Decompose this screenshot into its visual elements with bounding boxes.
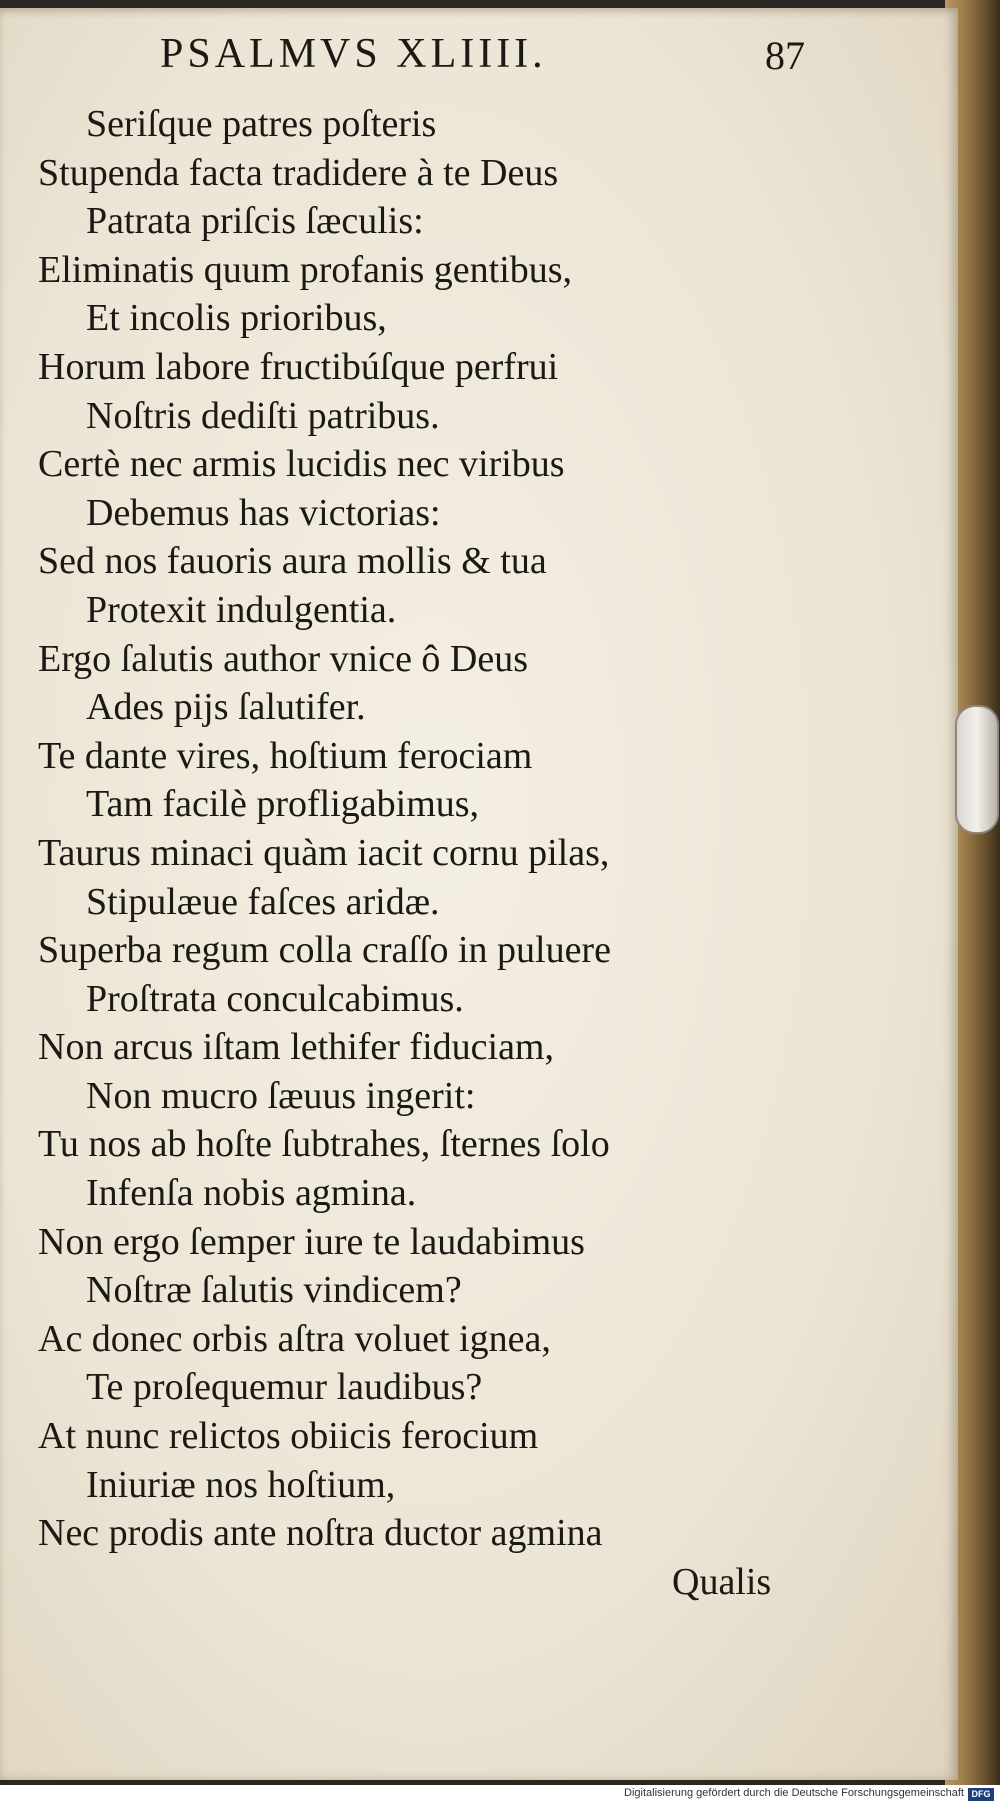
verse-line: Superba regum colla craſſo in puluere <box>38 929 611 972</box>
verse-line: Proſtrata conculcabimus. <box>86 977 464 1020</box>
verse-line: Patrata priſcis ſæculis: <box>86 200 424 243</box>
verse-line: Te proſequemur laudibus? <box>86 1366 483 1409</box>
verse-line: At nunc relictos obiicis ferocium <box>38 1415 539 1458</box>
verse-line: Iniuriæ nos hoſtium, <box>86 1463 396 1506</box>
verse-line: Protexit indulgentia. <box>86 588 397 631</box>
dfg-logo-icon: DFG <box>968 1788 994 1801</box>
verse-line: Sed nos fauoris aura mollis & tua <box>38 540 547 583</box>
verse-line: Ergo ſalutis author vnice ô Deus <box>38 637 529 680</box>
verse-line: Non ergo ſemper iure te laudabimus <box>38 1220 585 1263</box>
page-number: 87 <box>765 33 805 78</box>
verse-line: Stupenda facta tradidere à te Deus <box>38 151 559 194</box>
book-clasp <box>955 705 999 834</box>
verse-line: Ac donec orbis aſtra voluet ignea, <box>38 1317 551 1360</box>
verse-line: Noſtræ ſalutis vindicem? <box>86 1269 462 1312</box>
verse-line: Noſtris dediſti patribus. <box>86 394 440 437</box>
running-head: PSALMVS XLIIII. <box>160 31 547 77</box>
verse-line: Ades pijs ſalutifer. <box>86 686 366 729</box>
verse-line: Et incolis prioribus, <box>86 297 387 340</box>
verse-list <box>38 100 898 1558</box>
verse-line: Infenſa nobis agmina. <box>86 1172 417 1215</box>
verse-line: Horum labore fructibúſque perfrui <box>38 345 559 388</box>
verse-line: Nec prodis ante noſtra ductor agmina <box>38 1512 603 1555</box>
digitization-note: Digitalisierung gefördert durch die Deutsche Forschungsgemeinschaft <box>624 1787 964 1799</box>
page-header <box>160 30 805 90</box>
catchword: Qualis <box>672 1561 772 1603</box>
verse-line: Tam facilè profligabimus, <box>86 783 480 826</box>
verse-line: Non mucro ſæuus ingerit: <box>86 1074 476 1117</box>
verse-line: Te dante vires, hoſtium ferociam <box>38 734 533 777</box>
verse-line: Eliminatis quum profanis gentibus, <box>38 248 573 291</box>
verse-line: Non arcus iſtam lethifer fiduciam, <box>38 1026 554 1069</box>
digitization-footer <box>0 1785 1000 1805</box>
verse-line: Stipulæue faſces aridæ. <box>86 880 440 923</box>
verse-line: Taurus minaci quàm iacit cornu pilas, <box>38 831 610 874</box>
verse-line: Debemus has victorias: <box>86 491 441 534</box>
verse-line: Tu nos ab hoſte ſubtrahes, ſternes ſolo <box>38 1123 610 1166</box>
verse-line: Certè nec armis lucidis nec viribus <box>38 443 565 486</box>
verse-line: Seriſque patres poſteris <box>86 103 437 145</box>
